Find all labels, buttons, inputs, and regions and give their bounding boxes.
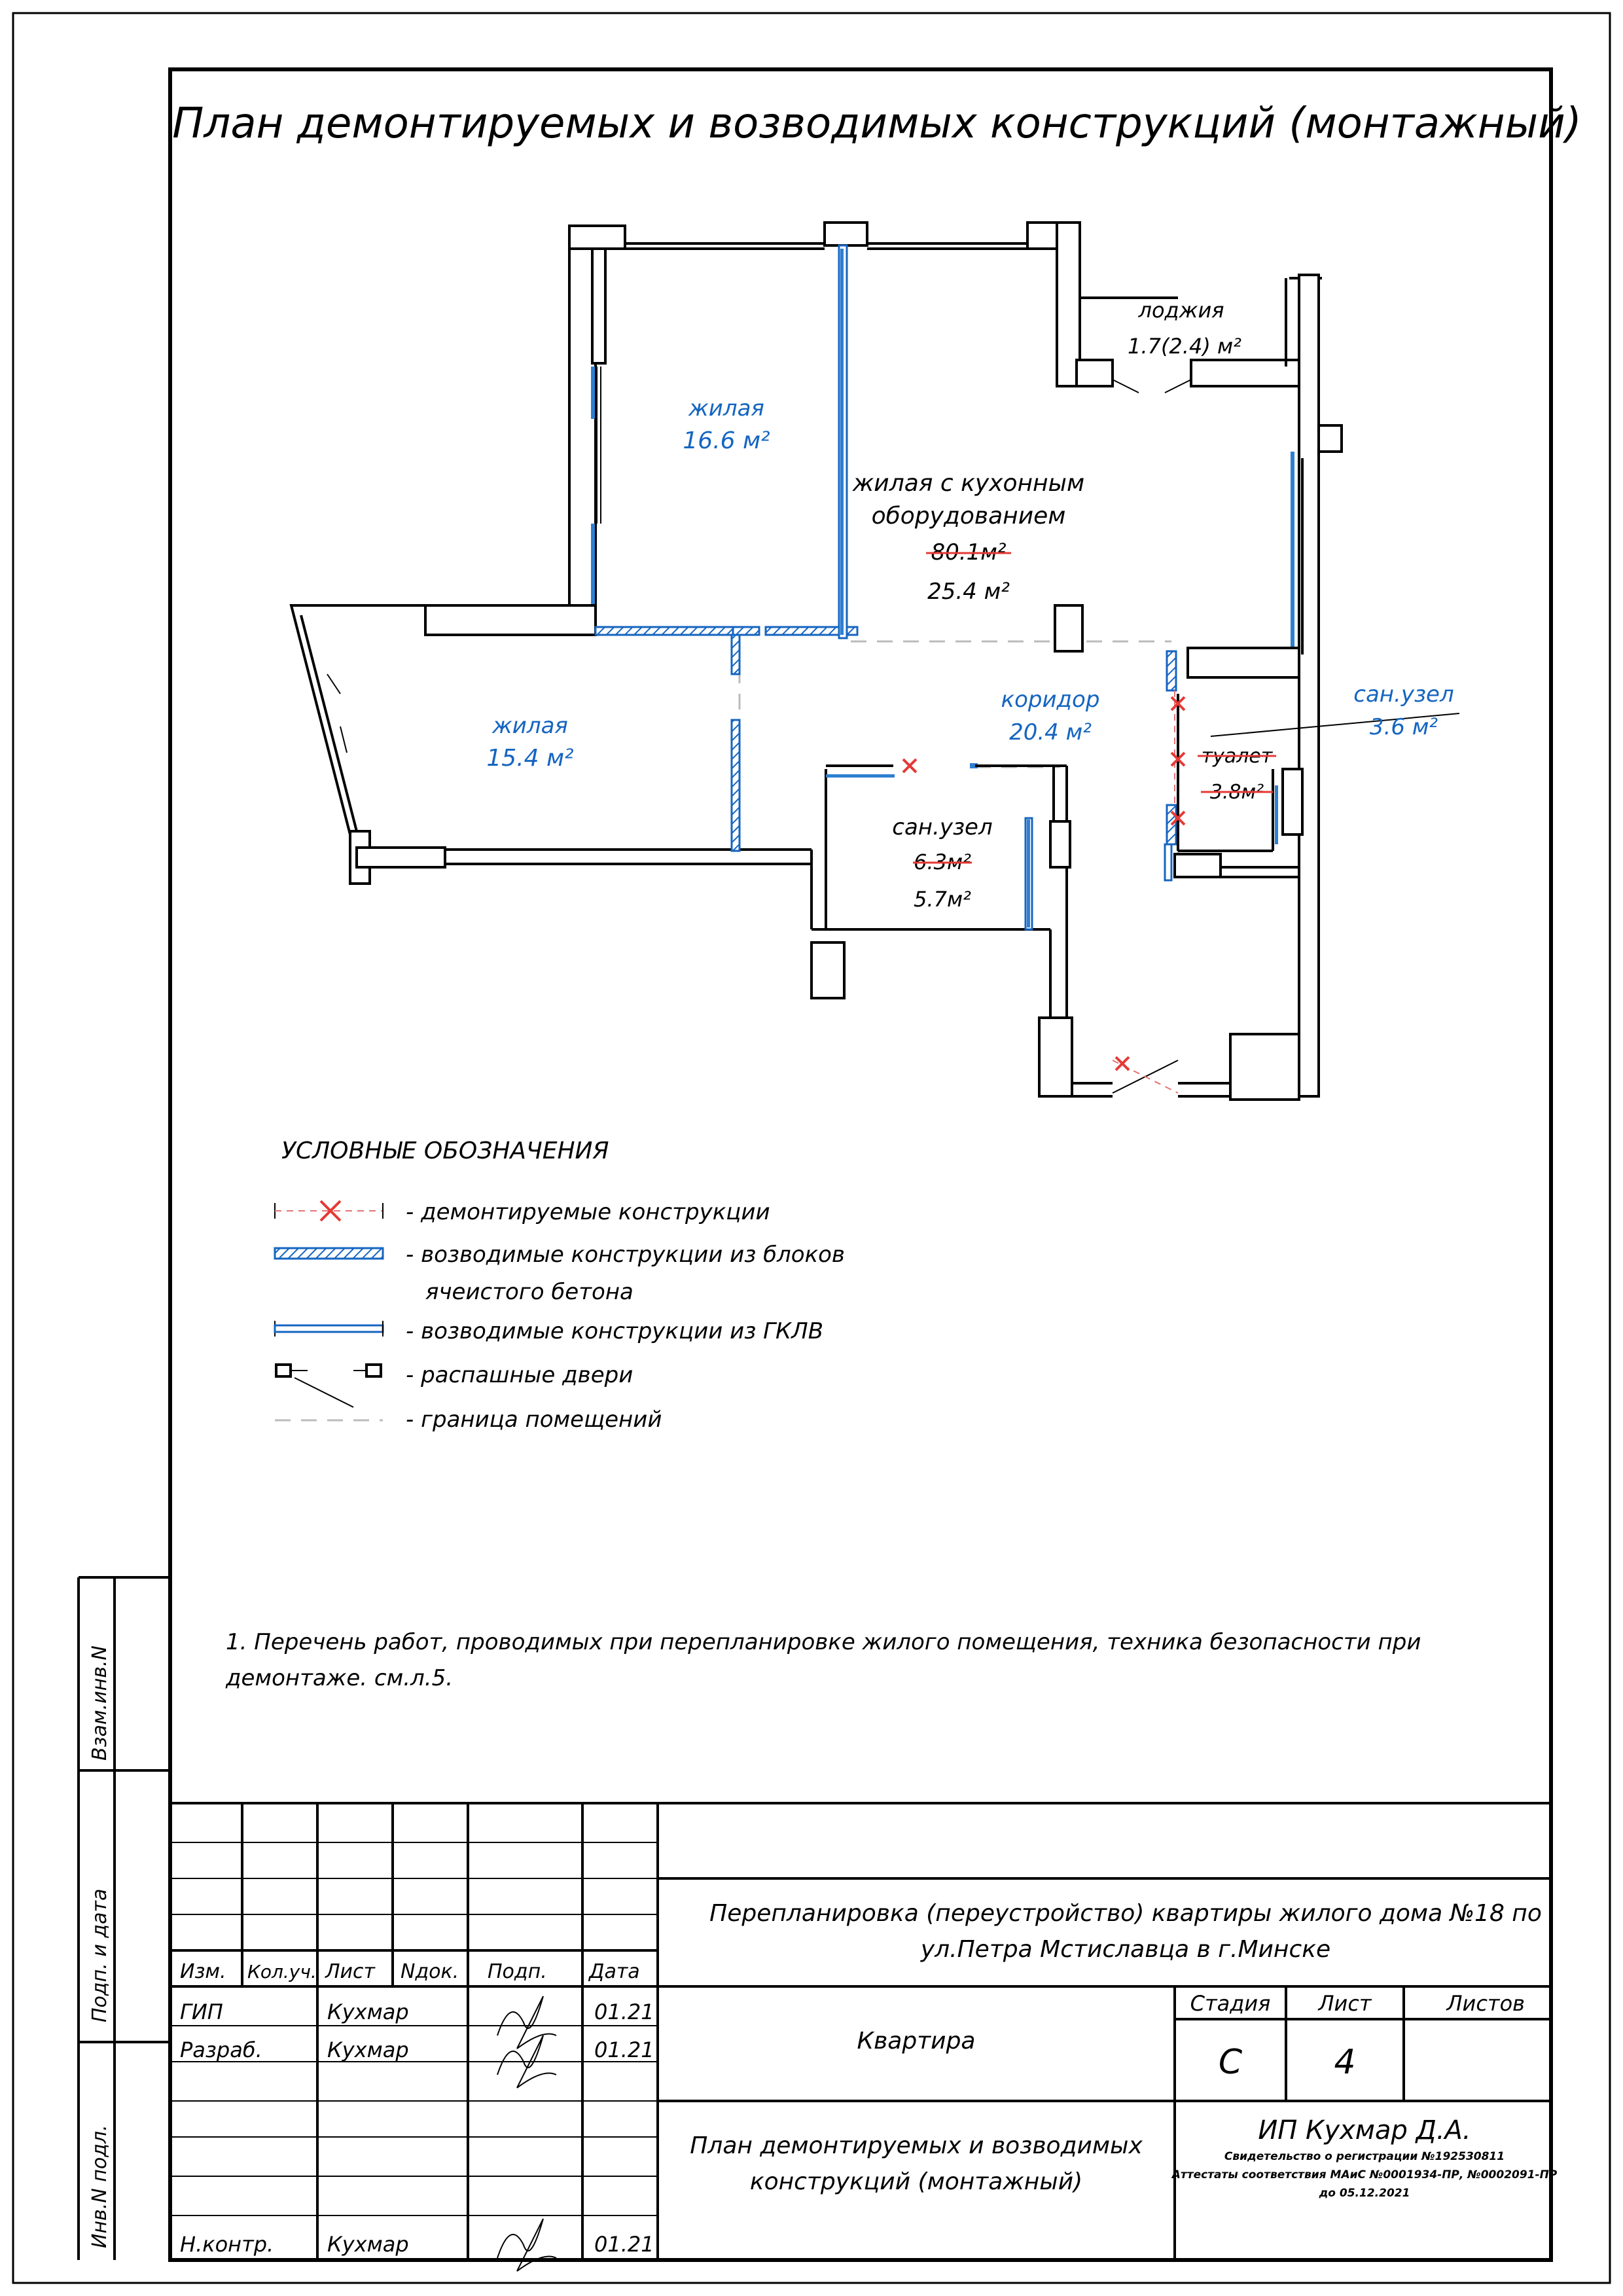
signature-gip xyxy=(497,1996,556,2049)
room-toilet-name: туалет xyxy=(1201,745,1273,768)
legend-item-blocks-2: ячеистого бетона xyxy=(425,1279,633,1305)
side-stamp-table xyxy=(79,1577,170,2260)
tb-role-razrab: Разраб. xyxy=(180,2037,262,2062)
tb-header-kol: Кол.уч. xyxy=(247,1961,317,1982)
tb-project-line2: ул.Петра Мстиславца в г.Минске xyxy=(920,1936,1331,1963)
legend-item-demolition: - демонтируемые конструкции xyxy=(406,1199,770,1225)
tb-header-podp: Подп. xyxy=(488,1960,547,1983)
room-kitchen-name-1: жилая с кухонным xyxy=(852,470,1085,497)
room-living2-area: 15.4 м² xyxy=(486,745,574,772)
tb-sheet-title-2: конструкций (монтажный) xyxy=(749,2168,1083,2195)
tb-object: Квартира xyxy=(857,2028,976,2054)
tb-date-razrab: 01.21 xyxy=(594,2037,654,2062)
room-bath1-area-old: 6.3м² xyxy=(914,850,971,874)
tb-cert-3: до 05.12.2021 xyxy=(1319,2187,1410,2200)
legend-item-gklv: - возводимые конструкции из ГКЛВ xyxy=(406,1318,824,1344)
tb-date-gip: 01.21 xyxy=(594,2000,654,2024)
room-bath2-area: 3.6 м² xyxy=(1369,714,1438,740)
tb-stage-label: Стадия xyxy=(1190,1991,1271,2016)
tb-project-line1: Перепланировка (переустройство) квартиры жилого дома №18 по xyxy=(709,1900,1542,1927)
tb-header-list: Лист xyxy=(325,1960,376,1983)
room-bath1-area-new: 5.7м² xyxy=(914,887,971,912)
room-bath1-name: сан.узел xyxy=(892,814,993,840)
floor-plan xyxy=(291,223,1459,1100)
note-line-1: 1. Перечень работ, проводимых при перепланировке жилого помещения, техника безопасности при xyxy=(226,1629,1421,1655)
tb-sheet: 4 xyxy=(1334,2043,1356,2082)
legend-item-doors: - распашные двери xyxy=(406,1362,633,1388)
stamp-inv-orig: Инв.N подл. xyxy=(88,2125,111,2248)
legend-item-blocks: - возводимые конструкции из блоков xyxy=(406,1242,845,1268)
tb-stage: С xyxy=(1218,2043,1243,2082)
outer-border xyxy=(13,13,1610,2283)
demolition-marks xyxy=(903,697,1185,1070)
tb-cert-2: Аттестаты соответствия МАиС №0001934-ПР, №0002091-ПР xyxy=(1171,2168,1558,2181)
tb-cert-1: Свидетельство о регистрации №192530811 xyxy=(1224,2150,1505,2163)
legend-item-boundary: - граница помещений xyxy=(406,1407,662,1433)
room-loggia-name: лоджия xyxy=(1138,298,1224,323)
signature-nkontr xyxy=(497,2219,556,2271)
room-corridor-area: 20.4 м² xyxy=(1009,719,1092,745)
stamp-sign-date: Подп. и дата xyxy=(88,1888,111,2022)
room-bath2-name: сан.узел xyxy=(1353,681,1454,708)
tb-name-razrab: Кухмар xyxy=(327,2037,409,2062)
tb-header-ndok: Nдок. xyxy=(401,1960,459,1983)
tb-name-gip: Кухмар xyxy=(327,2000,409,2024)
tb-sheets-label: Листов xyxy=(1446,1991,1525,2016)
tb-header-izm: Изм. xyxy=(180,1960,226,1983)
new-block-wall xyxy=(596,627,733,635)
tb-company: ИП Кухмар Д.А. xyxy=(1258,2115,1471,2145)
room-corridor-name: коридор xyxy=(1001,687,1100,713)
title-block xyxy=(170,1803,1558,2271)
column xyxy=(1055,605,1082,651)
room-loggia-area: 1.7(2.4) м² xyxy=(1128,334,1241,359)
room-living1-name: жилая xyxy=(688,395,764,422)
legend-demolition-symbol xyxy=(275,1201,383,1221)
tb-role-gip: ГИП xyxy=(180,2000,223,2024)
drawing-frame xyxy=(170,69,1551,2260)
legend xyxy=(275,1138,845,1433)
room-kitchen-area-old: 80.1м² xyxy=(931,539,1007,565)
room-kitchen-area-new: 25.4 м² xyxy=(927,579,1010,605)
stamp-replace-inv: Взам.инв.N xyxy=(88,1645,111,1761)
legend-heading: УСЛОВНЫЕ ОБОЗНАЧЕНИЯ xyxy=(281,1138,609,1164)
tb-header-data: Дата xyxy=(589,1960,640,1983)
tb-sheet-label: Лист xyxy=(1318,1991,1372,2016)
room-kitchen-name-2: оборудованием xyxy=(871,503,1066,529)
note-line-2: демонтаже. см.л.5. xyxy=(226,1665,454,1691)
page-title: План демонтируемых и возводимых конструкций (монтажный) xyxy=(172,99,1582,148)
tb-sheet-title-1: План демонтируемых и возводимых xyxy=(690,2132,1143,2159)
tb-date-nkontr: 01.21 xyxy=(594,2232,654,2257)
room-living1-area: 16.6 м² xyxy=(683,427,770,454)
tb-name-nkontr: Кухмар xyxy=(327,2232,409,2257)
room-toilet-area: 3.8м² xyxy=(1209,781,1264,804)
tb-role-nkontr: Н.контр. xyxy=(180,2232,274,2257)
room-living2-name: жилая xyxy=(492,713,568,739)
